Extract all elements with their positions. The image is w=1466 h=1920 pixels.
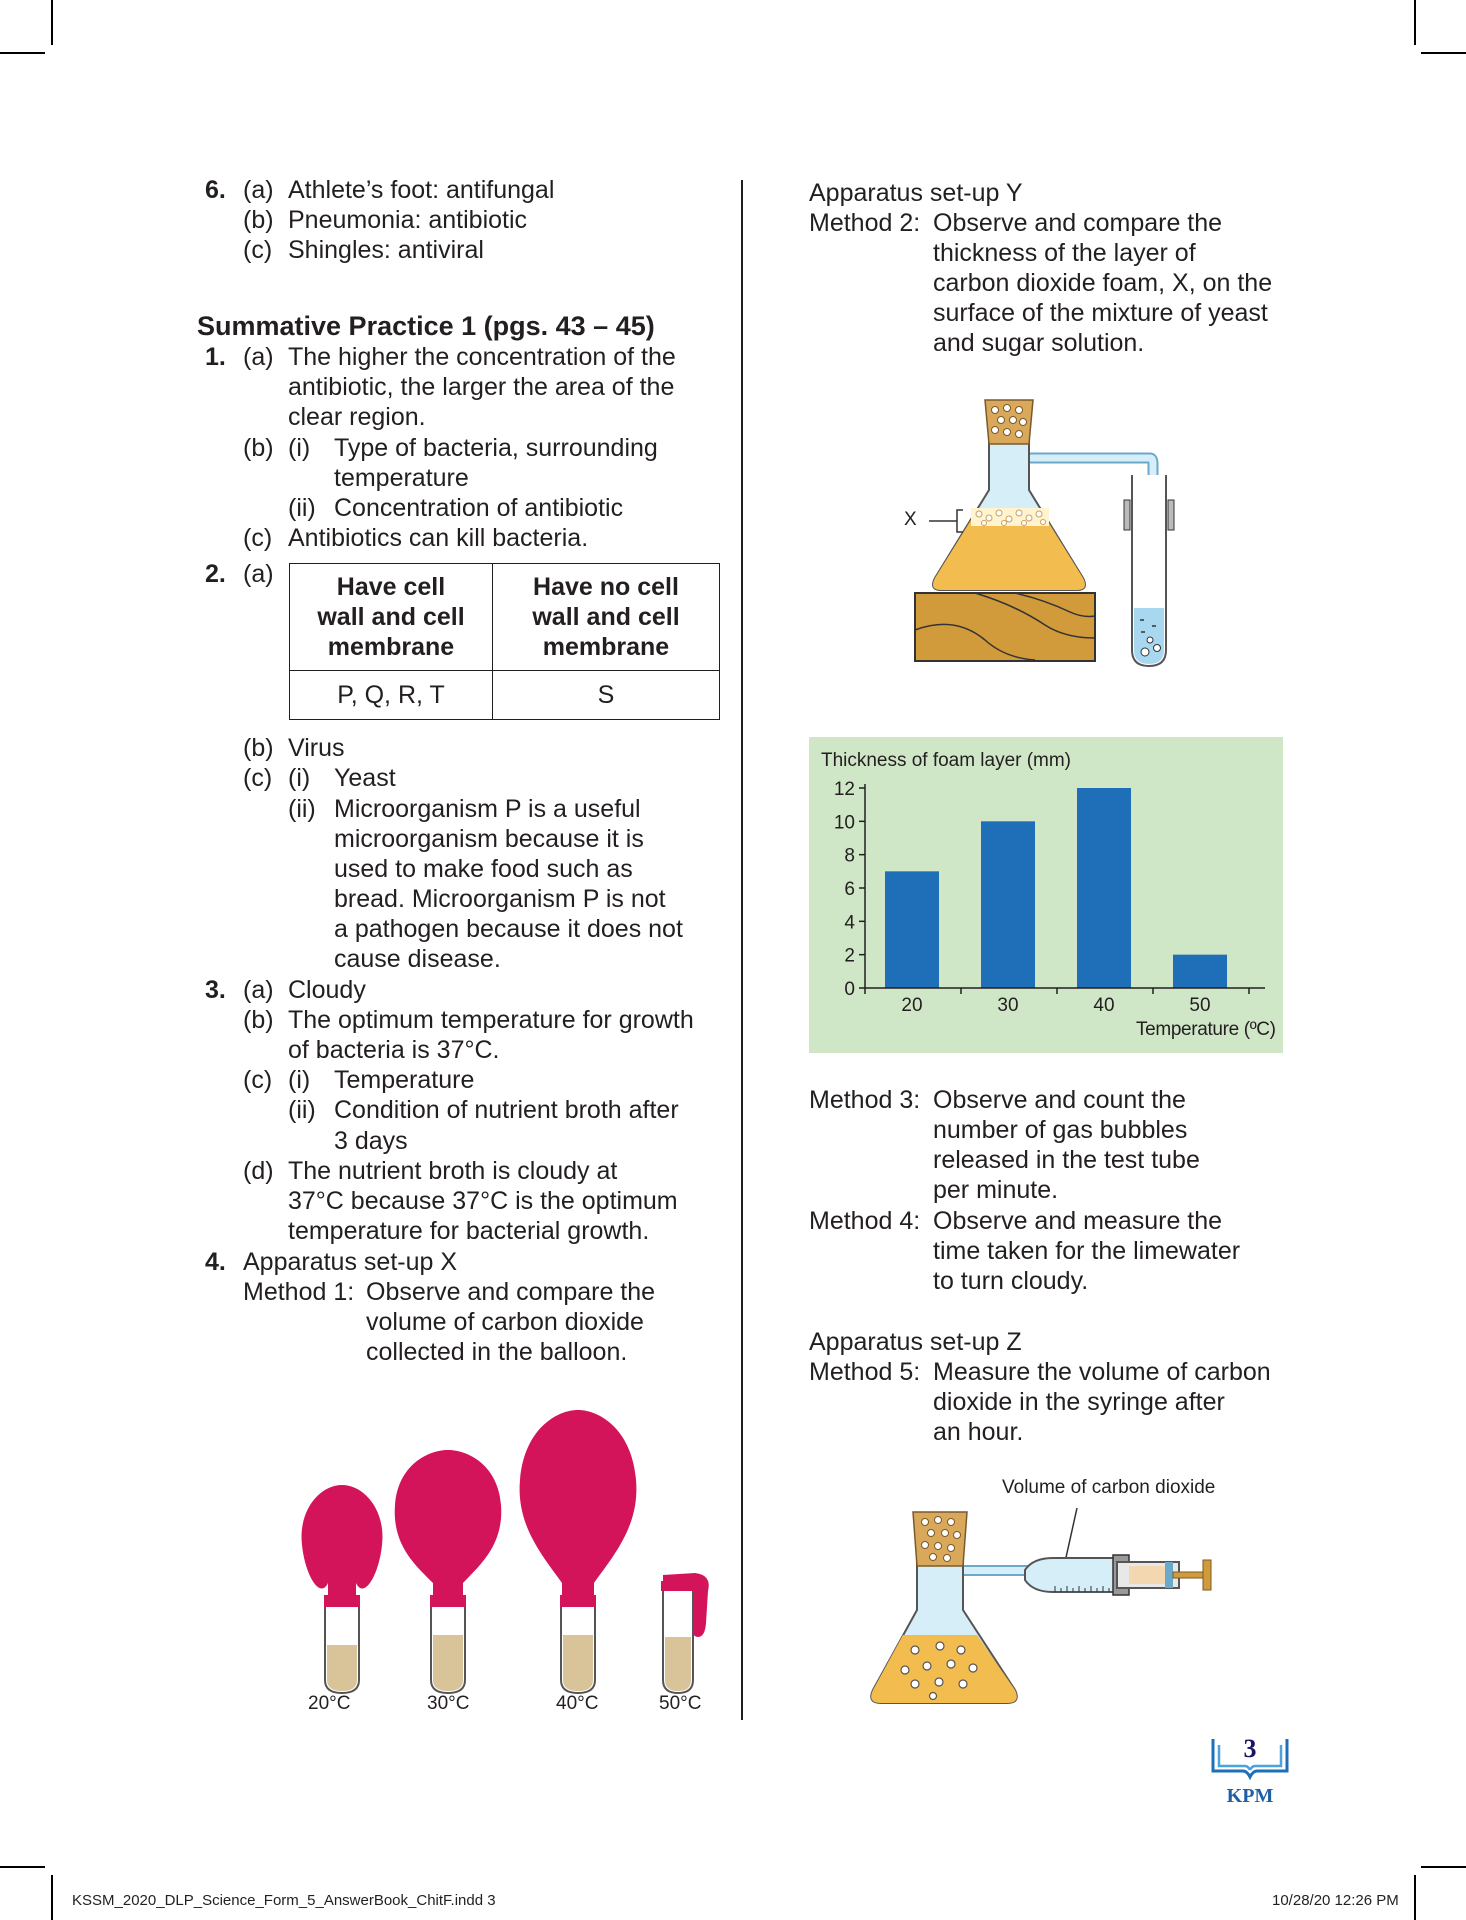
- answer-text: antibiotic, the larger the area of the: [288, 373, 675, 401]
- method-text: Measure the volume of carbon: [933, 1358, 1271, 1386]
- crop-mark: [51, 1875, 53, 1920]
- part-label: (d): [243, 1157, 274, 1185]
- answer-text: Antibiotics can kill bacteria.: [288, 524, 589, 552]
- x-axis-title: Temperature (ºC): [1136, 1019, 1276, 1040]
- method-text: released in the test tube: [933, 1146, 1200, 1174]
- y-axis-title: Thickness of foam layer (mm): [821, 750, 1071, 771]
- balloon-tube-30: [395, 1450, 502, 1693]
- answer-text: Cloudy: [288, 976, 366, 1004]
- crop-mark: [1421, 1866, 1466, 1868]
- part-label: (b): [243, 1006, 274, 1034]
- method-label: Method 3:: [809, 1086, 921, 1114]
- setup-label: Apparatus set-up Z: [809, 1328, 1022, 1356]
- part-label: (a): [243, 976, 274, 1004]
- bar-20: [885, 871, 939, 988]
- method-text: number of gas bubbles: [933, 1116, 1188, 1144]
- method-text: Observe and count the: [933, 1086, 1186, 1114]
- method-text: time taken for the limewater: [933, 1237, 1241, 1265]
- x-tick-label: 30: [997, 995, 1019, 1016]
- header-line: wall and cell: [532, 603, 680, 631]
- answer-text: clear region.: [288, 403, 426, 431]
- answer-text: used to make food such as: [334, 855, 633, 883]
- part-label: (c): [243, 524, 273, 552]
- classification-table: [289, 563, 720, 720]
- part-label: (b): [243, 434, 274, 462]
- answer-text: Microorganism P is a useful: [334, 795, 641, 823]
- method-text: thickness of the layer of: [933, 239, 1196, 267]
- header-line: Have no cell: [533, 573, 679, 601]
- subpart-label: (i): [288, 434, 311, 462]
- answer-text: bread. Microorganism P is not: [334, 885, 666, 913]
- syringe-apparatus-diagram: [865, 1500, 1225, 1715]
- answer-text: Shingles: antiviral: [288, 236, 484, 264]
- bar-30: [981, 821, 1035, 988]
- answer-text: Athlete’s foot: antifungal: [288, 176, 555, 204]
- crop-mark: [0, 1866, 45, 1868]
- footer-file-name: KSSM_2020_DLP_Science_Form_5_AnswerBook_ChitF.indd 3: [72, 1892, 496, 1909]
- answer-text: microorganism because it is: [334, 825, 644, 853]
- table-cell: S: [493, 671, 720, 720]
- method-text: carbon dioxide foam, X, on the: [933, 269, 1273, 297]
- answer-text: 37°C because 37°C is the optimum: [288, 1187, 678, 1215]
- y-tick-label: 4: [844, 912, 855, 934]
- y-tick-label: 12: [833, 779, 855, 800]
- flask-apparatus-diagram: [895, 390, 1205, 675]
- subpart-label: (ii): [288, 1096, 316, 1124]
- header-line: membrane: [542, 633, 670, 661]
- method-text: surface of the mixture of yeast: [933, 299, 1268, 327]
- method-label: Method 4:: [809, 1207, 921, 1235]
- answer-text: The nutrient broth is cloudy at: [288, 1157, 618, 1185]
- bar-40: [1077, 788, 1131, 988]
- kpm-logo-text: KPM: [1226, 1785, 1274, 1807]
- answer-text: a pathogen because it does not: [334, 915, 683, 943]
- answer-text: Temperature: [334, 1066, 475, 1094]
- x-tick-label: 20: [901, 995, 923, 1016]
- part-label: (a): [243, 176, 274, 204]
- setup-label: Apparatus set-up X: [243, 1248, 458, 1276]
- crop-mark: [51, 0, 53, 45]
- method-text: and sugar solution.: [933, 329, 1145, 357]
- method-text: dioxide in the syringe after: [933, 1388, 1225, 1416]
- method-label: Method 2:: [809, 209, 921, 237]
- method-text: per minute.: [933, 1176, 1059, 1204]
- crop-mark: [1414, 1875, 1416, 1920]
- subpart-label: (ii): [288, 795, 316, 823]
- page-number: 3: [1243, 1734, 1257, 1763]
- answer-text: The higher the concentration of the: [288, 343, 676, 371]
- subpart-label: (i): [288, 1066, 311, 1094]
- table-cell: P, Q, R, T: [290, 671, 493, 720]
- subpart-label: (i): [288, 764, 311, 792]
- setup-label: Apparatus set-up Y: [809, 179, 1023, 207]
- table-header-cell: [290, 564, 493, 671]
- answer-text: of bacteria is 37°C.: [288, 1036, 500, 1064]
- question-number: 3.: [205, 976, 226, 1004]
- bar-50: [1173, 955, 1227, 988]
- answer-text: Virus: [288, 734, 345, 762]
- temperature-label: 20°C: [308, 1693, 351, 1714]
- answer-text: cause disease.: [334, 945, 501, 973]
- y-tick-label: 0: [844, 979, 855, 1000]
- column-divider: [741, 180, 743, 1720]
- part-label: (c): [243, 1066, 273, 1094]
- subpart-label: (ii): [288, 494, 316, 522]
- answer-text: Condition of nutrient broth after: [334, 1096, 679, 1124]
- method-text: collected in the balloon.: [366, 1338, 628, 1366]
- x-tick-label: 40: [1093, 995, 1115, 1016]
- answer-text: Concentration of antibiotic: [334, 494, 624, 522]
- y-tick-label: 8: [844, 845, 855, 867]
- answer-text: 3 days: [334, 1127, 408, 1155]
- question-number: 2.: [205, 560, 226, 588]
- method-text: to turn cloudy.: [933, 1267, 1089, 1295]
- answer-text: Pneumonia: antibiotic: [288, 206, 528, 234]
- foam-label-x: X: [904, 509, 917, 530]
- method-label: Method 1:: [243, 1278, 355, 1306]
- question-number: 6.: [205, 176, 226, 204]
- part-label: (a): [243, 343, 274, 371]
- method-label: Method 5:: [809, 1358, 921, 1386]
- answer-text: Yeast: [334, 764, 396, 792]
- header-line: membrane: [327, 633, 455, 661]
- crop-mark: [1414, 0, 1416, 45]
- footer-timestamp: 10/28/20 12:26 PM: [1272, 1892, 1399, 1909]
- foam-thickness-chart: [809, 737, 1283, 1053]
- x-tick-label: 50: [1189, 995, 1211, 1016]
- part-label: (c): [243, 236, 273, 264]
- y-tick-label: 2: [844, 945, 855, 967]
- syringe-label: Volume of carbon dioxide: [1002, 1477, 1216, 1498]
- question-number: 4.: [205, 1248, 226, 1276]
- bar-chart-svg: [809, 737, 1283, 1053]
- method-text: Observe and compare the: [366, 1278, 656, 1306]
- balloon-tube-50: [661, 1573, 709, 1693]
- crop-mark: [0, 52, 45, 54]
- answer-text: Type of bacteria, surrounding: [334, 434, 658, 462]
- method-text: Observe and measure the: [933, 1207, 1223, 1235]
- header-line: Have cell: [336, 573, 446, 601]
- section-title: Summative Practice 1 (pgs. 43 – 45): [197, 311, 655, 341]
- method-text: Observe and compare the: [933, 209, 1223, 237]
- balloon-diagram: [280, 1375, 720, 1695]
- temperature-label: 30°C: [427, 1693, 470, 1714]
- part-label: (b): [243, 206, 274, 234]
- crop-mark: [1421, 52, 1466, 54]
- header-line: wall and cell: [317, 603, 465, 631]
- balloon-tube-20: [302, 1485, 383, 1693]
- part-label: (a): [243, 560, 274, 588]
- temperature-label: 40°C: [556, 1693, 599, 1714]
- method-text: an hour.: [933, 1418, 1024, 1446]
- part-label: (b): [243, 734, 274, 762]
- y-tick-label: 10: [833, 812, 855, 834]
- question-number: 1.: [205, 343, 226, 371]
- balloon-tube-40: [520, 1410, 637, 1693]
- part-label: (c): [243, 764, 273, 792]
- answer-text: The optimum temperature for growth: [288, 1006, 694, 1034]
- y-tick-label: 6: [844, 879, 855, 900]
- temperature-label: 50°C: [659, 1693, 702, 1714]
- table-header-cell: [493, 564, 720, 671]
- method-text: volume of carbon dioxide: [366, 1308, 644, 1336]
- answer-text: temperature: [334, 464, 469, 492]
- answer-text: temperature for bacterial growth.: [288, 1217, 650, 1245]
